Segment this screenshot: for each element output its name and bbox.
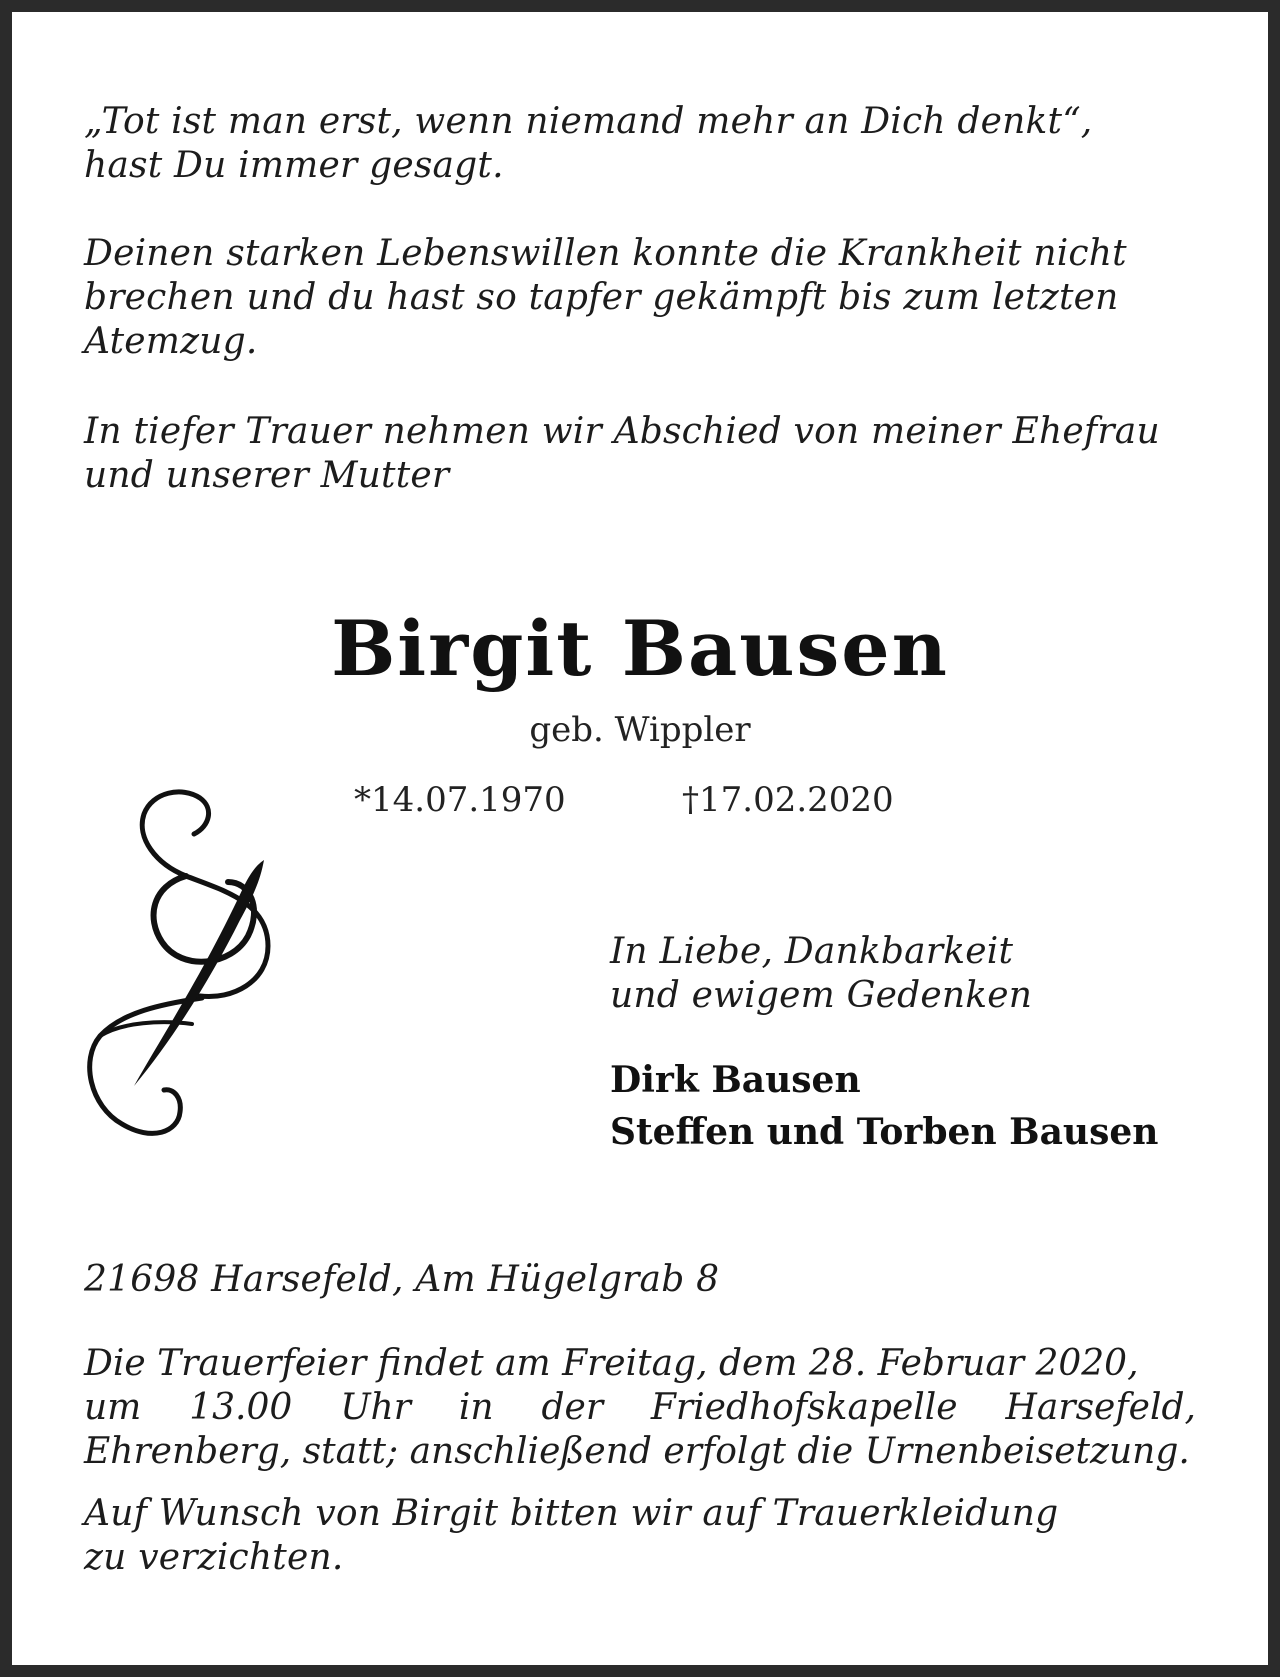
maiden-name: geb. Wippler bbox=[529, 710, 751, 750]
ceremony-line-3: Ehrenberg, statt; anschließend erfolgt die Urnenbeisetzung. bbox=[84, 1431, 1190, 1472]
struggle-line-3: Atemzug. bbox=[84, 321, 258, 362]
ceremony-line-2: um 13.00 Uhr in der Friedhofskapelle Harsefeld, bbox=[84, 1387, 1196, 1428]
death-date: †17.02.2020 bbox=[682, 780, 894, 820]
struggle-paragraph bbox=[84, 232, 1127, 364]
ceremony-line-1: Die Trauerfeier findet am Freitag, dem 28. Februar 2020, bbox=[84, 1343, 1139, 1384]
mourner-husband: Dirk Bausen bbox=[610, 1059, 861, 1101]
deceased-name: Birgit Bausen bbox=[331, 604, 949, 693]
calligraphic-flourish-icon bbox=[82, 786, 272, 1166]
mourner-sons: Steffen und Torben Bausen bbox=[610, 1111, 1159, 1153]
struggle-line-1: Deinen starken Lebenswillen konnte die Krankheit nicht bbox=[84, 233, 1127, 274]
struggle-line-2: brechen und du hast so tapfer gekämpft bis zum letzten bbox=[84, 277, 1119, 318]
birth-date: *14.07.1970 bbox=[354, 780, 566, 820]
ceremony-paragraph bbox=[84, 1342, 1196, 1474]
dedication-line-2: und ewigem Gedenken bbox=[610, 975, 1033, 1016]
opening-quote bbox=[84, 100, 1092, 188]
address: 21698 Harsefeld, Am Hügelgrab 8 bbox=[84, 1259, 720, 1300]
dedication-line-1: In Liebe, Dankbarkeit bbox=[610, 931, 1014, 972]
farewell-line-1: In tiefer Trauer nehmen wir Abschied von meiner Ehefrau bbox=[84, 411, 1160, 452]
farewell-line-2: und unserer Mutter bbox=[84, 455, 450, 496]
wish-line-1: Auf Wunsch von Birgit bitten wir auf Trauerkleidung bbox=[84, 1493, 1059, 1534]
dedication-text bbox=[610, 930, 1032, 1018]
wish-line-2: zu verzichten. bbox=[84, 1537, 344, 1578]
quote-line-2: hast Du immer gesagt. bbox=[84, 145, 504, 186]
farewell-paragraph bbox=[84, 410, 1160, 498]
quote-line-1: „Tot ist man erst, wenn niemand mehr an Dich denkt“, bbox=[84, 101, 1093, 142]
dress-wish bbox=[84, 1492, 1058, 1580]
